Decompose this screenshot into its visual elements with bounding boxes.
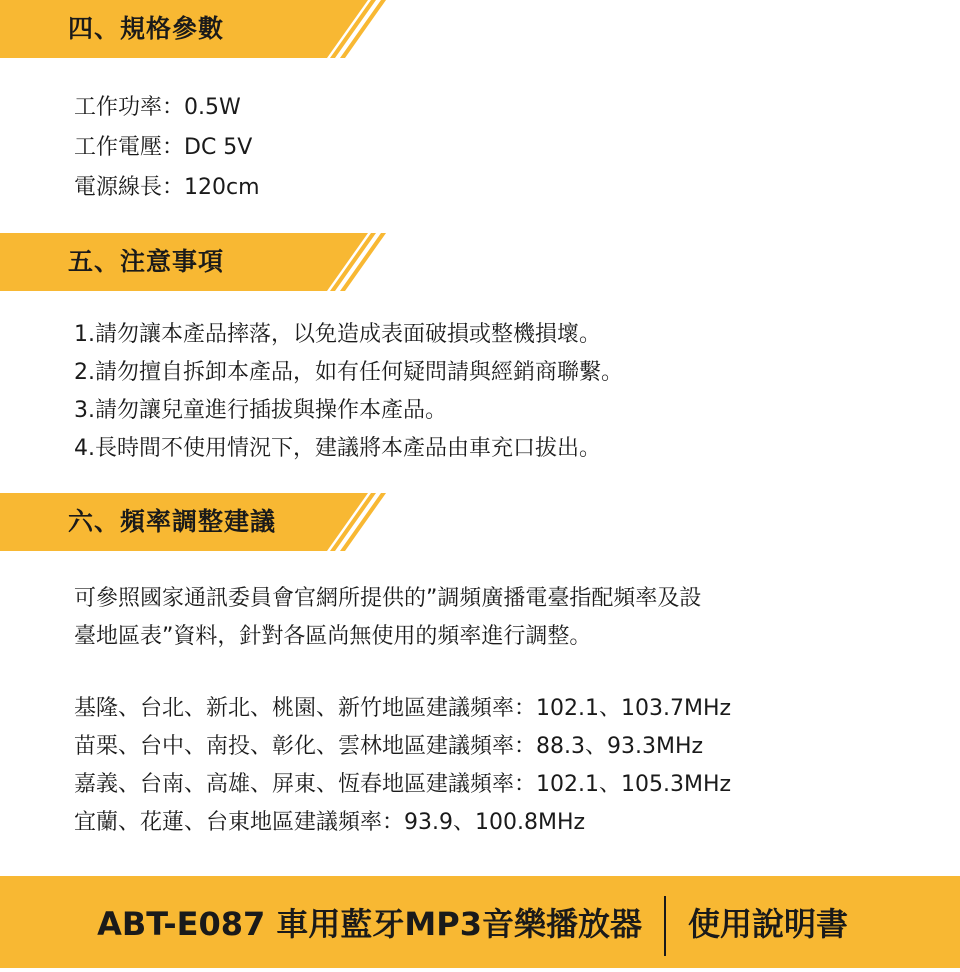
note-line: 3.請勿讓兒童進行插拔與操作本產品。: [74, 398, 447, 423]
note-line: 1.請勿讓本產品摔落，以免造成表面破損或整機損壞。: [74, 322, 601, 347]
section-header-freq: [0, 493, 390, 551]
intro-line: 可參照國家通訊委員會官網所提供的”調頻廣播電臺指配頻率及設: [74, 586, 702, 611]
section-header-specs: [0, 0, 390, 58]
intro-line: 臺地區表”資料，針對各區尚無使用的頻率進行調整。: [74, 624, 592, 649]
footer-bar: [0, 876, 960, 968]
product-name: ABT-E087 車用藍牙MP3音樂播放器: [97, 905, 642, 943]
spec-line: 工作功率：0.5W: [74, 95, 241, 120]
footer-divider: [664, 896, 666, 956]
section-heading: 五、注意事項: [68, 247, 225, 276]
region-line: 基隆、台北、新北、桃園、新竹地區建議頻率：102.1、103.7MHz: [74, 696, 732, 721]
section-header-notes: [0, 233, 390, 291]
region-line: 嘉義、台南、高雄、屏東、恆春地區建議頻率：102.1、105.3MHz: [74, 772, 732, 797]
freq-regions: [74, 690, 731, 842]
region-line: 宜蘭、花蓮、台東地區建議頻率：93.9、100.8MHz: [74, 810, 586, 835]
spec-line: 電源線長：120cm: [74, 175, 260, 200]
spec-line: 工作電壓：DC 5V: [74, 135, 253, 160]
region-line: 苗栗、台中、南投、彰化、雲林地區建議頻率：88.3、93.3MHz: [74, 734, 704, 759]
note-line: 4.長時間不使用情況下，建議將本產品由車充口拔出。: [74, 436, 601, 461]
specs-list: [74, 88, 260, 208]
section-heading: 四、規格參數: [68, 14, 225, 43]
freq-intro: [74, 580, 701, 656]
note-line: 2.請勿擅自拆卸本產品，如有任何疑問請與經銷商聯繫。: [74, 360, 623, 385]
manual-title: 使用說明書: [688, 905, 849, 943]
section-heading: 六、頻率調整建議: [68, 507, 277, 536]
notes-list: [74, 316, 623, 468]
